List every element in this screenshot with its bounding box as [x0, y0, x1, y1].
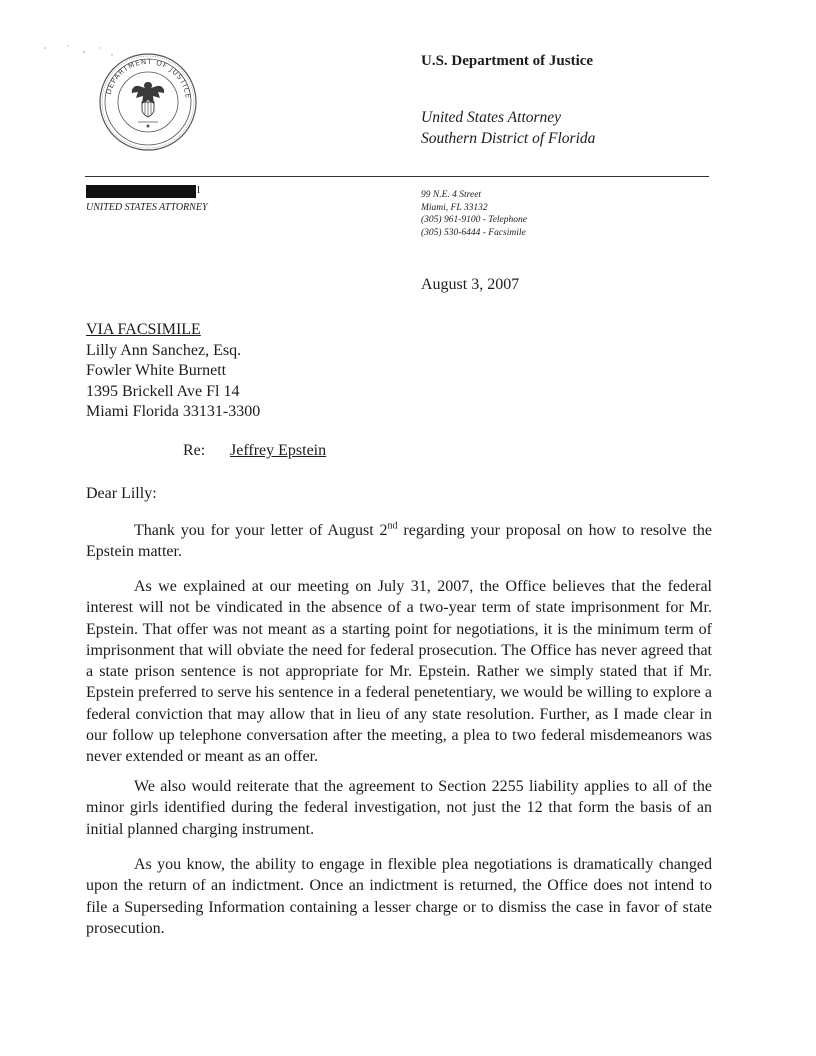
office-district: Southern District of Florida	[421, 130, 596, 147]
department-name: U.S. Department of Justice	[421, 53, 594, 69]
address-fax: (305) 530-6444 - Facsimile	[421, 227, 526, 238]
letter-date: August 3, 2007	[421, 276, 520, 293]
body-paragraph-3: We also would reiterate that the agreement to Section 2255 liability applies to all of the minor girls identified during the federal investigation, not just the 12 that form the basis of an initial planned charging instrument.	[86, 778, 712, 838]
seal-ring-text: DEPARTMENT OF JUSTICE	[104, 57, 192, 100]
delivery-method: VIA FACSIMILE	[86, 321, 201, 338]
re-label: Re:	[183, 442, 206, 459]
redaction-bar	[86, 185, 196, 198]
re-subject: Jeffrey Epstein	[230, 442, 327, 459]
office-title: United States Attorney	[421, 109, 562, 126]
letterhead-divider	[85, 176, 709, 177]
body-paragraph-1	[86, 520, 712, 563]
p1-text-start: Thank you for your letter of August 2	[134, 522, 388, 539]
doj-seal-logo	[98, 52, 198, 152]
redaction-tail-text: l	[197, 184, 201, 196]
recipient-block	[86, 320, 260, 423]
office-block	[421, 107, 595, 149]
recipient-city: Miami Florida 33131-3300	[86, 403, 261, 420]
body-paragraph-4: As you know, the ability to engage in flexible plea negotiations is dramatically changed upon the return of an indictment. Once an indictment is returned, the Office does not intend to file a Superseding Information containing a lesser charge or to dismiss the case in favor of state prosecution.	[86, 856, 712, 937]
signatory-title: UNITED STATES ATTORNEY	[86, 202, 208, 213]
p1-text-end: regarding your proposal on how to resolve the Epstein matter.	[86, 522, 713, 561]
address-city: Miami, FL 33132	[421, 202, 488, 213]
recipient-name: Lilly Ann Sanchez, Esq.	[86, 341, 242, 359]
recipient-firm: Fowler White Burnett	[86, 362, 227, 379]
recipient-street: 1395 Brickell Ave Fl 14	[86, 382, 240, 400]
address-street: 99 N.E. 4 Street	[421, 190, 482, 200]
office-address	[421, 189, 527, 239]
body-paragraph-2: As we explained at our meeting on July 31, 2007, the Office believes that the federal interest will not be vindicated in the absence of a two-year term of state imprisonment for Mr. Epstein. That offer was not meant as a starting point for negotiations, it is the minimum term of imprisonment that will obviate the need for federal prosecution. The Office has never agreed that a state prison sentence is not appropriate for Mr. Epstein. Rather we simply stated that if Mr. Epstein preferred to serve his sentence in a federal penetentiary, we would be willing to explore a federal conviction that may allow that in lieu of any state resolution. Further, as I made clear in our follow up telephone conversation after the meeting, a plea to two federal misdemeanors was never extended or meant as an offer.	[86, 578, 712, 766]
p1-ordinal-suffix: nd	[387, 520, 398, 532]
address-phone: (305) 961-9100 - Telephone	[421, 215, 527, 225]
salutation: Dear Lilly:	[86, 485, 157, 502]
